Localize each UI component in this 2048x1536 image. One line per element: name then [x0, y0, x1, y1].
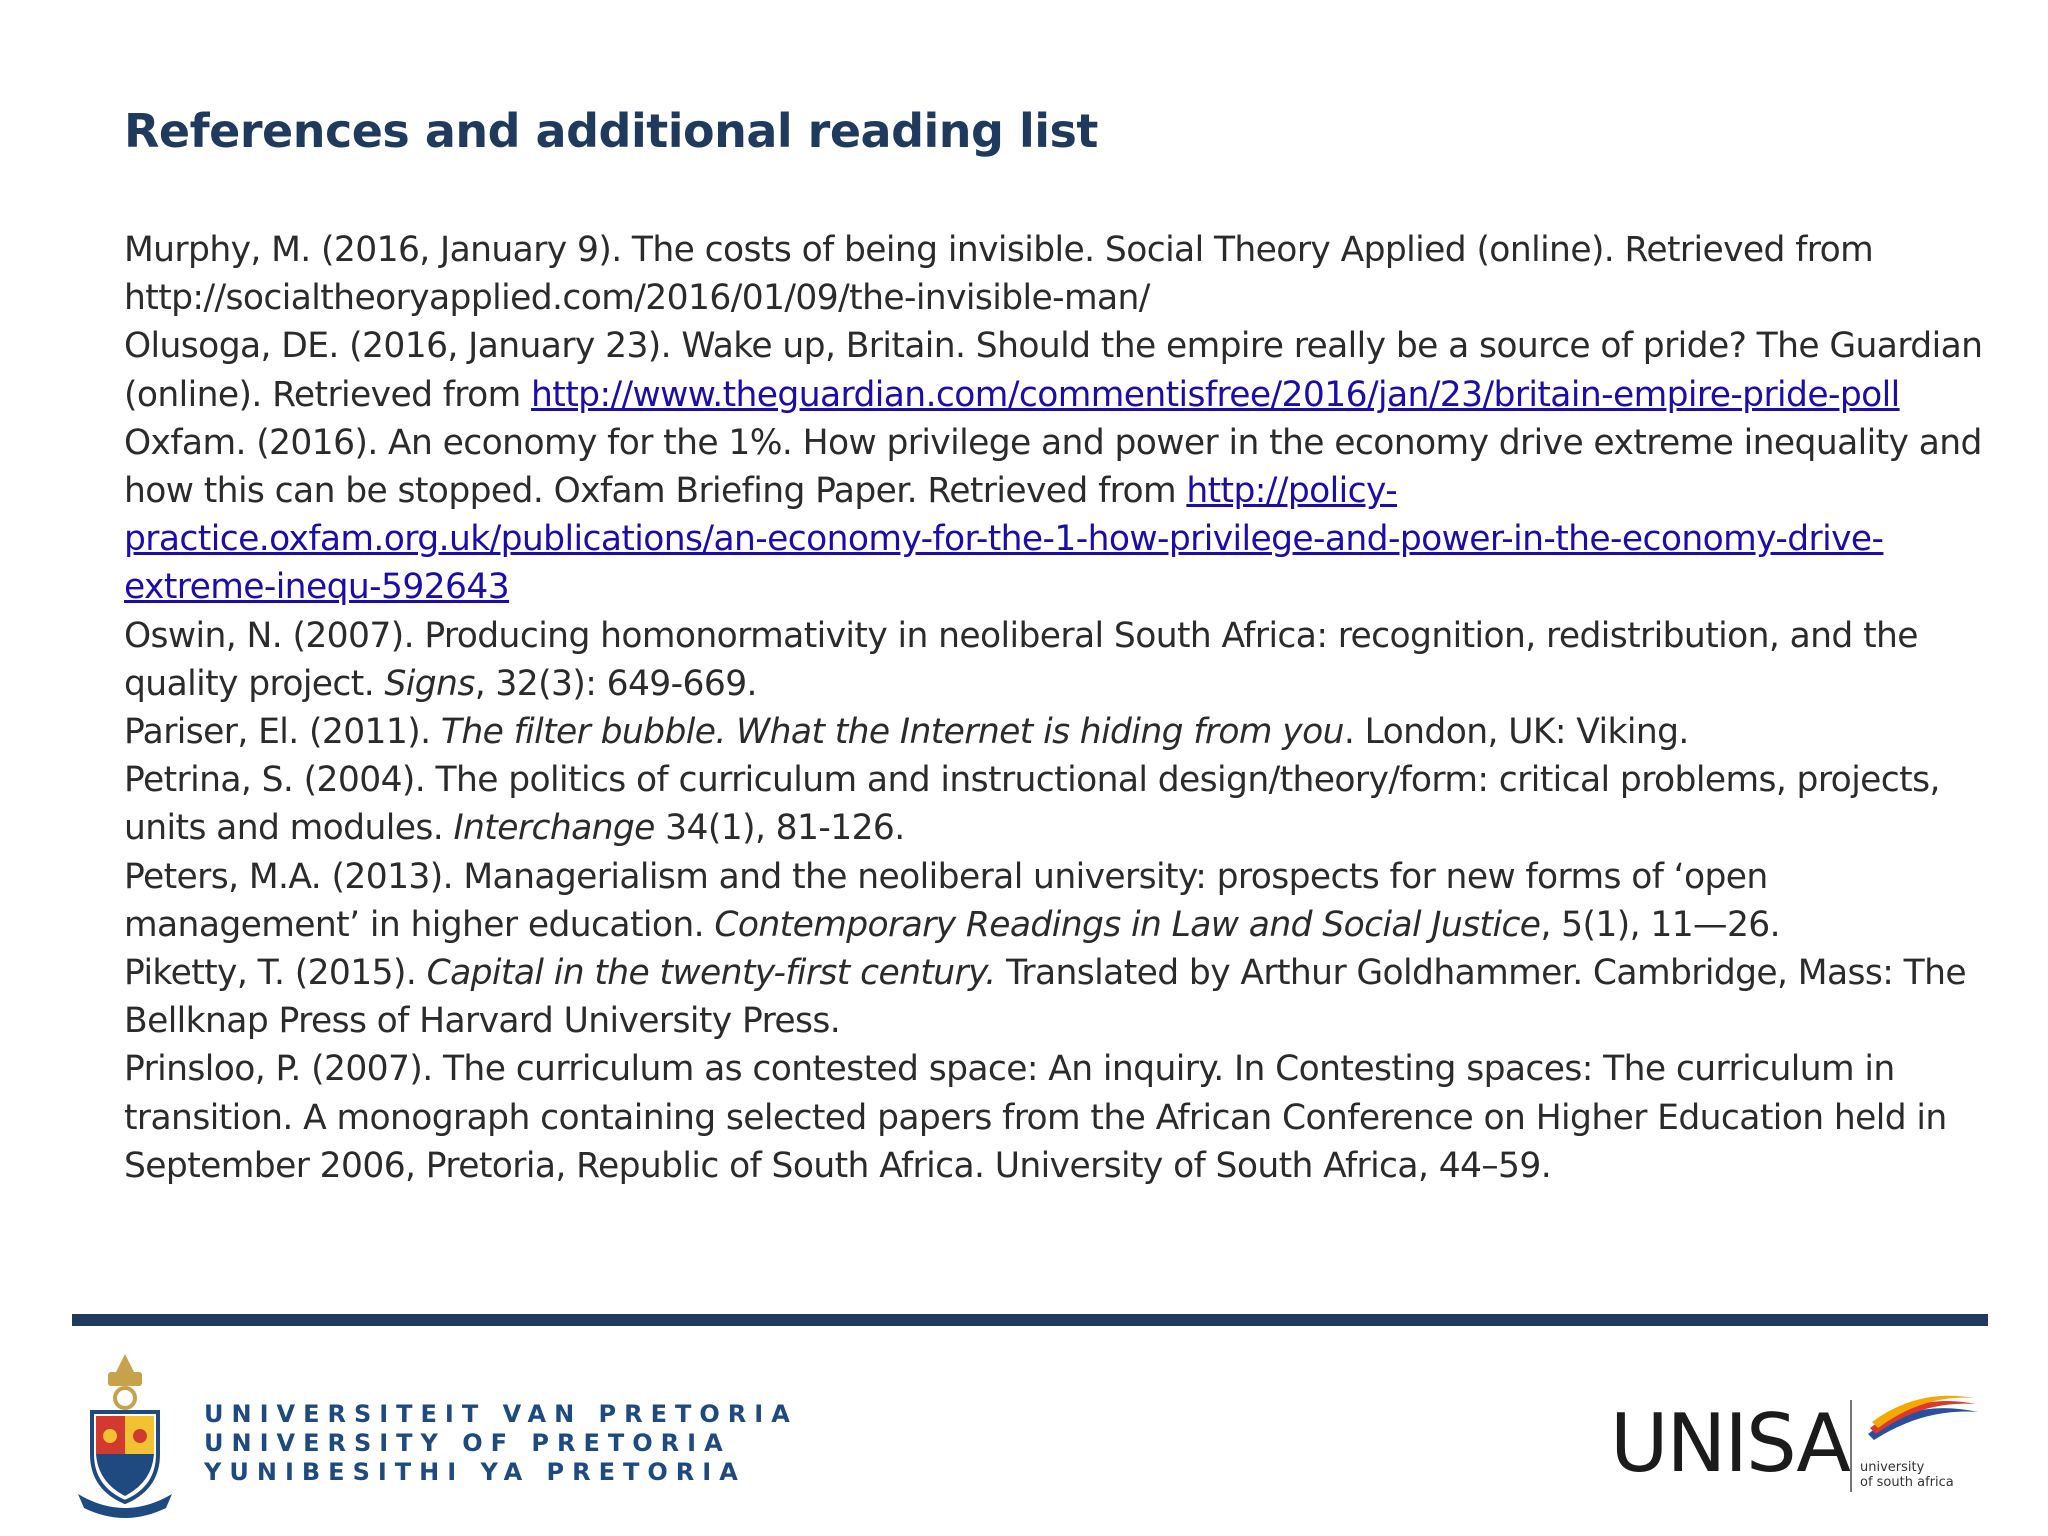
reference-text: Olusoga, DE. (2016, January 23). Wake up, Britain. Should the empire really be a source of pride? The Guardian (online). Retrieved from: [124, 326, 1983, 415]
reference-text: Murphy, M. (2016, January 9). The costs of being invisible. Social Theory Applied (online). Retrieved from http://socialtheoryapplied.com/2016/01/09/the-invisible-man/: [124, 230, 1874, 319]
unisa-swoosh-icon: [1864, 1394, 1980, 1454]
up-line: YUNIBESITHI YA PRETORIA: [204, 1458, 746, 1486]
unisa-subtitle: [1860, 1460, 1954, 1490]
reference-text-tail: , 5(1), 11—26.: [1540, 904, 1781, 945]
reference-item: [124, 1045, 1984, 1190]
reference-text: Oxfam. (2016). An economy for the 1%. How privilege and power in the economy drive extreme inequality and how this can be stopped. Oxfam Briefing Paper. Retrieved from: [124, 422, 1982, 512]
reference-item: [124, 612, 1984, 708]
footer: [0, 1330, 2048, 1536]
reference-item: [124, 949, 1984, 1045]
footer-divider: [72, 1314, 1988, 1326]
unisa-subtitle-line: of south africa: [1860, 1475, 1954, 1490]
reference-italic: Signs: [384, 663, 475, 704]
reference-item: [124, 708, 1984, 756]
slide-title: References and additional reading list: [124, 104, 1098, 158]
up-line: UNIVERSITEIT VAN PRETORIA: [204, 1400, 798, 1428]
university-of-pretoria-wordmark: [204, 1400, 798, 1487]
reference-link[interactable]: http://policy-practice.oxfam.org.uk/publications/an-economy-for-the-1-how-privilege-and-power-in-the-economy-drive-extreme-inequ-592643: [124, 471, 1884, 608]
reference-italic: The filter bubble. What the Internet is hiding from you: [440, 712, 1344, 753]
reference-text: Pariser, El. (2011).: [124, 712, 441, 753]
unisa-wordmark: UNISA: [1610, 1397, 1849, 1490]
unisa-logo: [1610, 1394, 1980, 1504]
reference-text: Petrina, S. (2004). The politics of curriculum and instructional design/theory/form: critical problems, projects, units and modules.: [124, 760, 1940, 849]
reference-item: [124, 226, 1984, 322]
reference-text-tail: 34(1), 81-126.: [654, 808, 905, 849]
reference-text: Peters, M.A. (2013). Managerialism and the neoliberal university: prospects for new forms of ‘open management’ in higher education.: [124, 856, 1768, 945]
reference-text: Prinsloo, P. (2007). The curriculum as contested space: An inquiry. In Contesting spaces: The curriculum in transition. A monograph containing selected papers from the African Conference on Higher Education held in September 2006, Pretoria, Republic of South Africa. University of South Africa, 44–59.: [124, 1049, 1947, 1186]
reference-link[interactable]: http://www.theguardian.com/commentisfree/2016/jan/23/britain-empire-pride-poll: [531, 374, 1900, 415]
university-of-pretoria-crest-icon: [70, 1350, 180, 1520]
reference-item: [124, 853, 1984, 949]
reference-text: Piketty, T. (2015).: [124, 953, 427, 994]
unisa-subtitle-line: university: [1860, 1460, 1925, 1475]
reference-italic: Capital in the twenty-first century.: [426, 953, 996, 994]
reference-item: [124, 322, 1984, 418]
reference-text-tail: . London, UK: Viking.: [1343, 712, 1689, 753]
reference-item: [124, 419, 1984, 612]
reference-list: [124, 226, 1984, 1190]
unisa-divider: [1850, 1400, 1852, 1492]
up-line: UNIVERSITY OF PRETORIA: [204, 1429, 731, 1457]
reference-italic: Contemporary Readings in Law and Social Justice: [714, 904, 1541, 945]
reference-italic: Interchange: [453, 808, 655, 849]
reference-text: Oswin, N. (2007). Producing homonormativity in neoliberal South Africa: recognition, redistribution, and the quality project.: [124, 615, 1918, 704]
reference-text-tail: Translated by Arthur Goldhammer. Cambridge, Mass: The Bellknap Press of Harvard University Press.: [124, 953, 1966, 1042]
reference-text-tail: , 32(3): 649-669.: [474, 663, 757, 704]
reference-item: [124, 756, 1984, 852]
